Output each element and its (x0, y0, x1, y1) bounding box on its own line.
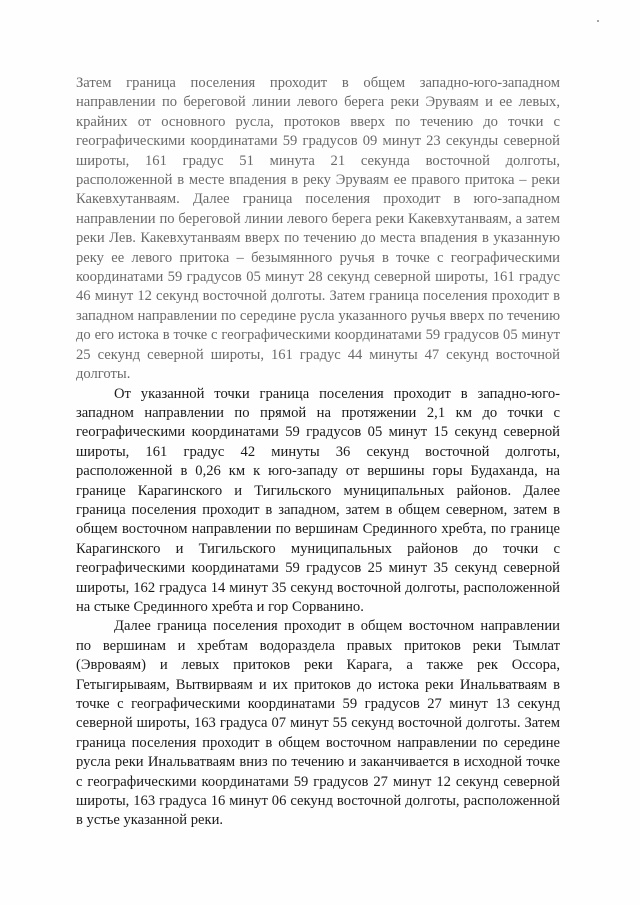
paragraph-1: Затем граница поселения проходит в общем западно-юго-западном направлении по береговой линии левого берега реки Эруваям и ее левых, крайних от основного русла, протоков вверх по течению до точки с географическими координатами 59 градусов 09 минут 23 секунды северной широты, 161 градус 51 минута 21 секунда восточной долготы, расположенной в месте впадения в реку Эруваям ее правого притока – реки Какевхутанваям. Далее граница поселения проходит в юго-западном направлении по береговой линии левого берега реки Какевхутанваям, а затем реки Лев. Какевхутанваям вверх по течению до места впадения в указанную реку ее левого притока – безымянного ручья в точке с географическими координатами 59 градусов 05 минут 28 секунд северной широты, 161 градус 46 минут 12 секунд восточной долготы. Затем граница поселения проходит в западном направлении по середине русла указанного ручья вверх по течению до его истока в точке с географическими координатами 59 градусов 05 минут 25 секунд северной широты, 161 градус 44 минуты 47 секунд восточной долготы. (76, 75, 560, 383)
scan-speck (597, 20, 599, 22)
document-body (76, 74, 560, 831)
paragraph-3: Далее граница поселения проходит в общем восточном направлении по вершинам и хребтам водораздела правых притоков реки Тымлат (Эвроваям) и левых притоков реки Карага, а также рек Оссора, Гетыгирываям, Вытвирваям и их притоков до истока реки Инальватваям в точке с географическими координатами 59 градусов 27 минут 13 секунд северной широты, 163 градуса 07 минут 55 секунд восточной долготы. Затем граница поселения проходит в общем восточном направлении по середине русла реки Инальватваям вниз по течению и заканчивается в исходной точке с географическими координатами 59 градусов 27 минут 12 секунд северной широты, 163 градуса 16 минут 06 секунд восточной долготы, расположенной в устье указанной реки. (76, 618, 560, 829)
paragraph-2: От указанной точки граница поселения проходит в западно-юго-западном направлении по прямой на протяжении 2,1 км до точки с географическими координатами 59 градусов 05 минут 15 секунд северной широты, 161 градус 42 минуты 36 секунд восточной долготы, расположенной в 0,26 км к юго-западу от вершины горы Будаханда, на границе Карагинского и Тигильского муниципальных районов. Далее граница поселения проходит в западном, затем в общем северном, затем в общем восточном направлении по вершинам Срединного хребта, по границе Карагинского и Тигильского муниципальных районов до точки с географическими координатами 59 градусов 25 минут 35 секунд северной широты, 162 градуса 14 минут 35 секунд восточной долготы, расположенной на стыке Срединного хребта и гор Сорванино. (76, 385, 560, 615)
